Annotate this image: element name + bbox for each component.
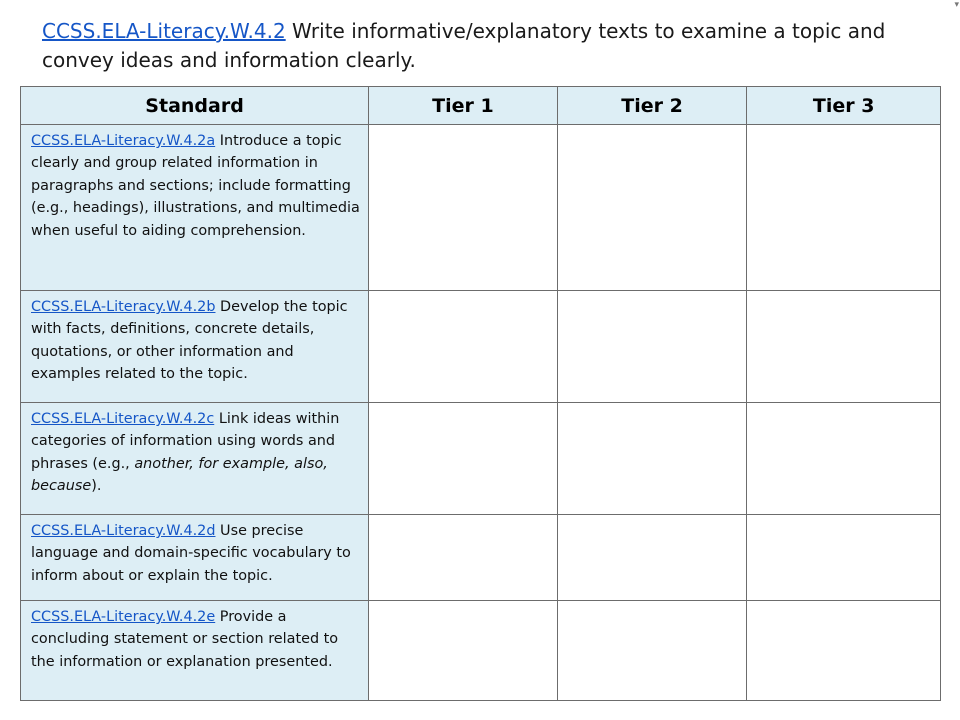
table-header-row — [21, 87, 941, 125]
table-row — [21, 601, 941, 701]
table-row — [21, 125, 941, 291]
table-row — [21, 291, 941, 403]
standard-text-w42a: Introduce a topic clearly and group related information in paragraphs and sections; include formatting (e.g., headings), illustrations, and multimedia when useful to aiding comprehension. — [31, 133, 360, 239]
tier-2-cell-w42a[interactable] — [557, 125, 747, 291]
header-standard: Standard — [21, 87, 369, 125]
standard-text-w42c: Link ideas within categories of information using words and phrases (e.g., — [31, 411, 340, 472]
tier-2-cell-w42e[interactable] — [557, 601, 747, 701]
tier-3-cell-w42e[interactable] — [747, 601, 941, 701]
standard-link-w42a[interactable]: CCSS.ELA-Literacy.W.4.2a — [31, 133, 216, 149]
tier-3-cell-w42c[interactable] — [747, 403, 941, 515]
standard-text-w42e: Provide a concluding statement or section related to the information or explanation presented. — [31, 609, 339, 670]
standard-text-w42b: Develop the topic with facts, definitions, concrete details, quotations, or other information and examples related to the topic. — [31, 299, 348, 383]
tier-1-cell-w42a[interactable] — [369, 125, 558, 291]
standard-cell-w42c — [21, 403, 369, 515]
header-tier-1: Tier 1 — [369, 87, 558, 125]
heading-description: Write informative/explanatory texts to examine a topic and convey ideas and information clearly. — [42, 19, 886, 72]
tier-2-cell-w42c[interactable] — [557, 403, 747, 515]
standard-text-w42d: Use precise language and domain-specific vocabulary to inform about or explain the topic. — [31, 523, 351, 584]
tier-1-cell-w42c[interactable] — [369, 403, 558, 515]
standard-cell-w42b — [21, 291, 369, 403]
tier-1-cell-w42b[interactable] — [369, 291, 558, 403]
standard-cell-w42d — [21, 515, 369, 601]
table-row — [21, 515, 941, 601]
tier-1-cell-w42d[interactable] — [369, 515, 558, 601]
tier-1-cell-w42e[interactable] — [369, 601, 558, 701]
standard-link-w42b[interactable]: CCSS.ELA-Literacy.W.4.2b — [31, 299, 216, 315]
header-tier-2: Tier 2 — [557, 87, 747, 125]
standards-table — [20, 86, 941, 701]
header-tier-3: Tier 3 — [747, 87, 941, 125]
heading-standard-link[interactable]: CCSS.ELA-Literacy.W.4.2 — [42, 19, 286, 43]
standard-cell-w42e — [21, 601, 369, 701]
table-row — [21, 403, 941, 515]
standard-cell-w42a — [21, 125, 369, 291]
tier-2-cell-w42d[interactable] — [557, 515, 747, 601]
standard-link-w42e[interactable]: CCSS.ELA-Literacy.W.4.2e — [31, 609, 216, 625]
tier-2-cell-w42b[interactable] — [557, 291, 747, 403]
page-heading — [42, 17, 922, 75]
standard-text-w42c-end: ). — [91, 478, 102, 495]
tier-3-cell-w42b[interactable] — [747, 291, 941, 403]
standard-link-w42c[interactable]: CCSS.ELA-Literacy.W.4.2c — [31, 411, 215, 427]
tier-3-cell-w42d[interactable] — [747, 515, 941, 601]
standard-text-w42c-examples: another, for example, also, because — [31, 455, 328, 495]
corner-mark: ▾ — [954, 0, 959, 10]
standard-link-w42d[interactable]: CCSS.ELA-Literacy.W.4.2d — [31, 523, 216, 539]
tier-3-cell-w42a[interactable] — [747, 125, 941, 291]
